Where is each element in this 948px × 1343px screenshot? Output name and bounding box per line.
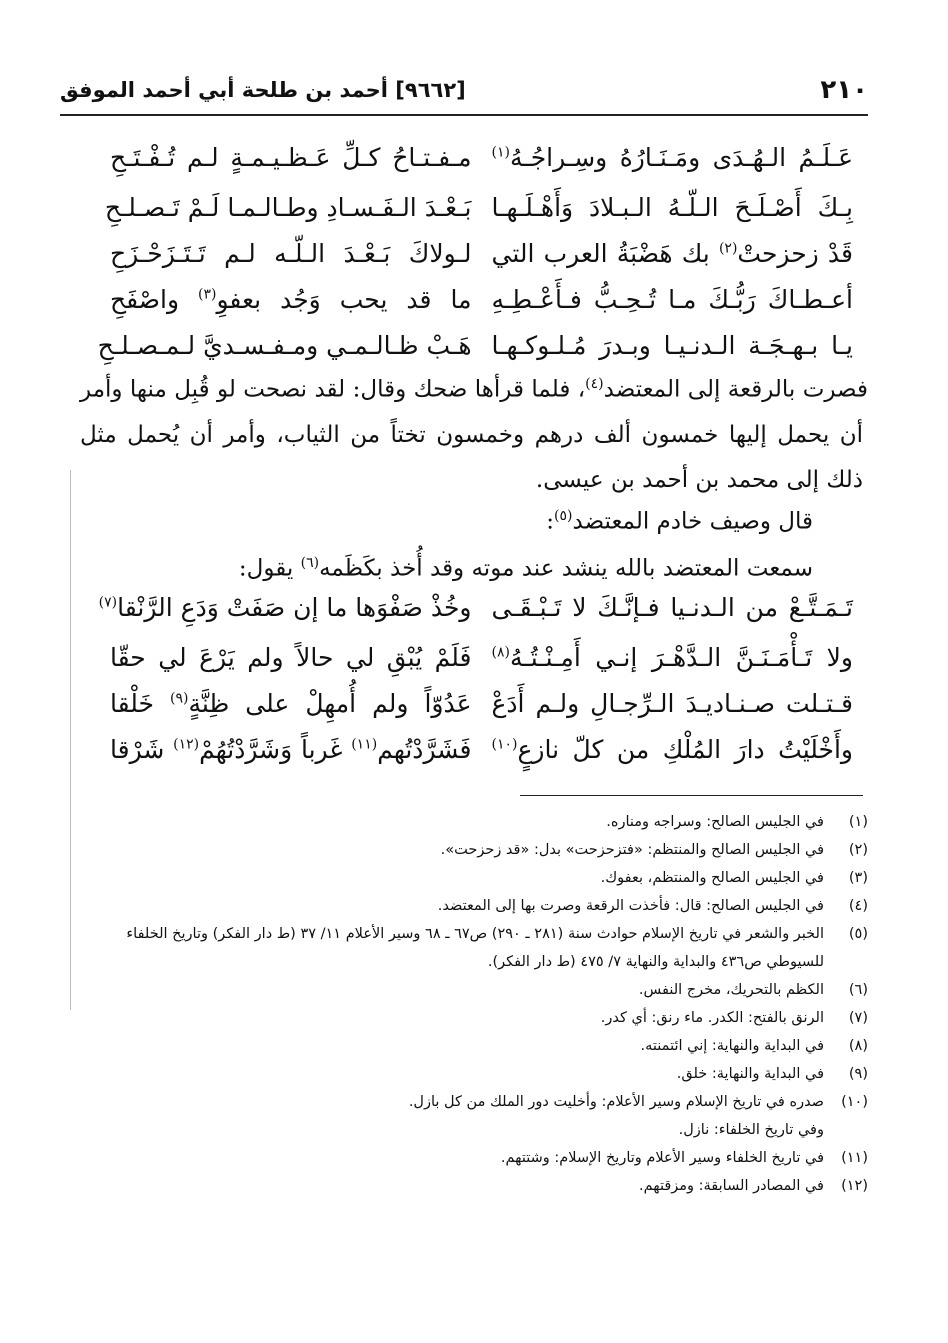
margin-line <box>70 470 71 1010</box>
footnote-marker: (٣) <box>198 286 217 303</box>
footnote-marker: (١١) <box>351 736 378 753</box>
footnote-marker: (٧) <box>98 594 118 611</box>
footnote-item: (١٠) صدره في تاريخ الإسلام وسير الأعلام: وأخليت دور الملك من كل بازل. <box>408 1094 868 1110</box>
poem2-verse-2 <box>100 632 863 682</box>
first-hemistich: بِـكَ أَصْـلَـحَ الـلّـهُ الـبـلادَ وَأَهْـلَـهـا <box>491 192 853 222</box>
footnote-item: (٥) الخبر والشعر في تاريخ الإسلام حوادث سنة (٢٨١ ـ ٢٩٠) ص٦٧ ـ ٦٨ وسير الأعلام ١١/ ٣٧ (ط دار الفكر) وتاريخ الخلفاء للسيوطي ص٤٣٦ والبداية والنهاية ٧/ ٤٧٥ (ط دار الفكر). <box>126 926 868 970</box>
second-hemistich: فَلَمْ يُبْقِ لي حالاً ولم يَرْعَ لي حقّا <box>110 642 472 672</box>
footnote-item: (٤) في الجليس الصالح: قال: فأخذت الرقعة وصرت بها إلى المعتضد. <box>437 898 868 914</box>
footnote-marker: (٦) <box>300 555 320 571</box>
footnote-continuation: وفي تاريخ الخلفاء: نازل. <box>678 1122 824 1138</box>
prose-paragraph-2: قال وصيف خادم المعتضد$^{(٥)}$: <box>546 508 813 535</box>
footnote-item: (٦) الكظم بالتحريك، مخرج النفس. <box>638 982 868 998</box>
footnote-marker: (١٢) <box>173 736 200 753</box>
poem1-verse-3 <box>100 228 863 278</box>
footnote-item: (٧) الرنق بالفتح: الكدر. ماء رنق: أي كدر. <box>600 1010 868 1026</box>
footnote-marker: (٥) <box>554 508 573 524</box>
second-hemistich: ما قد يحب وَجُد بعفوِ$^{(٣)}$ واصْفَحِ <box>110 284 472 314</box>
second-hemistich: مـفـتـاحُ كـلِّ عَـظـيـمـةٍ لـم تُـفْـتَـحِ <box>110 142 472 172</box>
second-hemistich: هَـبْ ظـالـمـي ومـفـسـديَّ لـمـصـلـحِ <box>97 330 472 360</box>
page-number: ٢١٠ <box>820 75 868 105</box>
first-hemistich: وأَخْلَيْتُ دارَ المُلْكِ من كلّ نازعٍ$^{(١٠)}$ <box>491 734 853 764</box>
first-hemistich: أعـطـاكَ رَبُّـكَ مـا تُـحِـبُّ فـأَعْـطِـهِ <box>491 284 853 314</box>
first-hemistich: ولا تَـأْمَـنَـنَّ الـدَّهْـرَ إنـي أَمِـنْـتُـهُ$^{(٨)}$ <box>491 642 853 672</box>
footnote-item: (٩) في البداية والنهاية: خلق. <box>676 1066 868 1082</box>
footnote-marker: (٤) <box>585 376 604 392</box>
poem2-verse-3 <box>100 678 863 728</box>
prose-paragraph-3: سمعت المعتضد بالله ينشد عند موته وقد أُخذ بكَظَمه$^{(٦)}$ يقول: <box>238 555 813 582</box>
second-hemistich: بَـعْـدَ الـفَـسـادِ وطـالـمـا لَـمْ تَـصـلـحِ <box>104 192 472 222</box>
second-hemistich: فَشَرَّدْتُهم$^{(١١)}$ غَرباً وَشَرَّدْتُهُمْ$^{(١٢)}$ شَرْقا <box>110 734 472 764</box>
second-hemistich: لـولاكَ بَـعْـدَ الـلّـه لـم تَـتَـزَحْـزَحِ <box>110 238 472 268</box>
second-hemistich: وخُذْ صَفْوَها ما إن صَفَتْ وَدَعِ الرَّنْقا$^{(٧)}$ <box>98 592 472 622</box>
footnote-item: (١١) في تاريخ الخلفاء وسير الأعلام وتاريخ الإسلام: وشتتهم. <box>500 1150 868 1166</box>
first-hemistich: عَـلَـمُ الـهُـدَى ومَـنَـارُهُ وسِـراجُـهُ$^{(١)}$ <box>491 142 853 172</box>
footnote-item: (٢) في الجليس الصالح والمنتظم: «فتزحزحت» بدل: «قد زحزحت». <box>440 842 868 858</box>
first-hemistich: يـا بـهـجَـة الـدنـيـا وبـدرَ مُـلـوكـهـا <box>491 330 853 360</box>
footnote-rule <box>520 795 863 796</box>
poem2-verse-1 <box>100 582 863 632</box>
footnote-item: (١) في الجليس الصالح: وسراجه ومناره. <box>606 814 868 830</box>
poem1-verse-4 <box>100 274 863 324</box>
prose-paragraph-1: فصرت بالرقعة إلى المعتضد$^{(٤)}$، فلما قرأها ضحك وقال: لقد نصحت لو قُبِل منها وأمر أن يحمل إليها خمسون ألف درهم وخمسون تختاً من الثياب، وأمر أن يُحمل مثل ذلك إلى محمد بن أحمد بن عيسى. <box>80 376 869 493</box>
footnote-marker: (٨) <box>491 644 510 661</box>
page-header <box>60 68 868 112</box>
second-hemistich: عَدُوّاً ولم أُمهِلْ على ظِنَّةٍ$^{(٩)}$ خَلْقا <box>110 688 472 718</box>
poem1-verse-2 <box>100 182 863 232</box>
header-rule <box>60 114 868 116</box>
footnote-item: (٨) في البداية والنهاية: إني ائتمنته. <box>640 1038 868 1054</box>
footnote-marker: (٢) <box>718 240 738 257</box>
poem2-verse-4 <box>100 724 863 774</box>
footnote-marker: (١٠) <box>491 736 518 753</box>
first-hemistich: قَدْ زحزحتْ$^{(٢)}$ بك هَضْبَةُ العرب التي <box>491 238 853 268</box>
footnotes <box>80 808 868 1200</box>
footnote-item: (١٢) في المصادر السابقة: ومزقتهم. <box>639 1178 868 1194</box>
footnote-marker: (٩) <box>170 690 189 707</box>
poem1-verse-1 <box>100 132 863 182</box>
footnote-marker: (١) <box>491 144 510 161</box>
footnote-item: (٣) في الجليس الصالح والمنتظم، بعفوك. <box>600 870 868 886</box>
first-hemistich: تَـمَـتَّـعْ من الـدنـيا فـإنَّـكَ لا تَـبْـقَـى <box>491 592 853 622</box>
first-hemistich: قـتـلت صـنـاديـدَ الـرِّجـالِ ولـم أَدَعْ <box>491 688 853 718</box>
running-title: [٩٦٦٢] أحمد بن طلحة أبي أحمد الموفق <box>60 78 466 102</box>
